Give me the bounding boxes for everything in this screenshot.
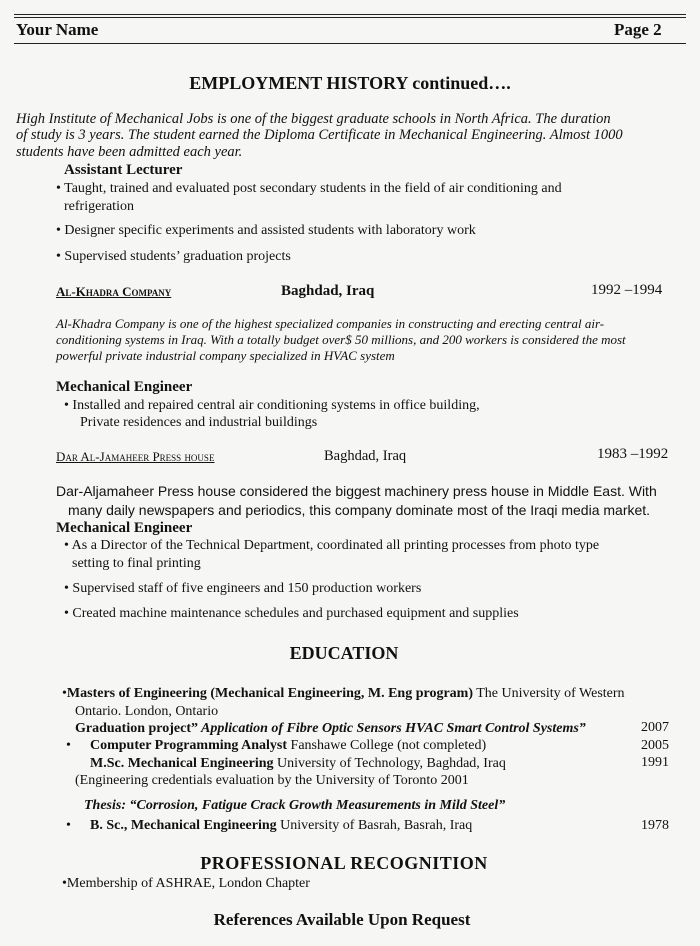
education-cpa-bullet: • — [66, 738, 71, 753]
grad-project-label: Graduation project” — [75, 721, 199, 736]
press-role: Mechanical Engineer — [56, 520, 193, 536]
institute-desc-line-1: High Institute of Mechanical Jobs is one of the biggest graduate schools in North Africa. The duration — [16, 111, 611, 127]
bsc-degree: B. Sc., Mechanical Engineering — [90, 818, 277, 833]
msc-degree: M.Sc. Mechanical Engineering — [90, 756, 274, 771]
alkhadra-dates: 1992 –1994 — [591, 282, 663, 298]
recognition-section-title: PROFESSIONAL RECOGNITION — [200, 853, 488, 873]
education-msc — [90, 756, 506, 772]
employment-section-title: EMPLOYMENT HISTORY continued…. — [189, 73, 511, 93]
top-rule — [14, 14, 686, 15]
education-section-title: EDUCATION — [289, 643, 399, 663]
press-company-name: Dar Al-Jamaheer Press house — [56, 449, 215, 464]
recognition-item: •Membership of ASHRAE, London Chapter — [62, 876, 310, 891]
press-bullet-2: • Supervised staff of five engineers and 150 production workers — [64, 581, 422, 596]
institute-bullet-1-cont: refrigeration — [64, 199, 134, 214]
msc-thesis: Thesis: “Corrosion, Fatigue Crack Growth Measurements in Mild Steel” — [84, 798, 506, 813]
education-bsc-bullet: • — [66, 818, 71, 833]
institute-bullet-3: • Supervised students’ graduation projects — [56, 249, 291, 264]
cpa-year: 2005 — [641, 738, 669, 753]
alkhadra-location: Baghdad, Iraq — [281, 283, 375, 299]
press-desc-line-2: many daily newspapers and periodics, this company dominate most of the Iraqi media market. — [68, 502, 651, 518]
alkhadra-bullet-1: • Installed and repaired central air conditioning systems in office building, — [64, 398, 480, 413]
msc-institution: University of Technology, Baghdad, Iraq — [273, 756, 506, 771]
header-name: Your Name — [16, 20, 99, 39]
grad-project-year: 2007 — [641, 720, 669, 735]
cpa-program: Computer Programming Analyst — [90, 738, 288, 753]
education-masters-line-1 — [62, 686, 625, 702]
institute-role: Assistant Lecturer — [64, 162, 183, 178]
header-bottom-rule — [14, 43, 686, 44]
institute-desc-line-2: of study is 3 years. The student earned the Diploma Certificate in Mechanical Engineering. Almost 1000 — [16, 127, 623, 143]
press-bullet-3: • Created machine maintenance schedules and purchased equipment and supplies — [64, 606, 519, 621]
bsc-year: 1978 — [641, 818, 669, 833]
alkhadra-company-name: Al-Khadra Company — [56, 284, 172, 299]
alkhadra-desc-line-1: Al-Khadra Company is one of the highest specialized companies in constructing and erecting central air- — [56, 316, 605, 331]
msc-year: 1991 — [641, 755, 669, 770]
alkhadra-role: Mechanical Engineer — [56, 379, 193, 395]
education-masters-line-2: Ontario. London, Ontario — [75, 704, 219, 719]
press-dates: 1983 –1992 — [597, 446, 669, 462]
masters-institution: The University of Western — [473, 686, 625, 701]
references-note: References Available Upon Request — [213, 910, 471, 929]
education-bsc — [90, 818, 472, 834]
bsc-institution: University of Basrah, Basrah, Iraq — [276, 818, 473, 833]
alkhadra-desc-line-2: conditioning systems in Iraq. With a totally budget over$ 50 millions, and 200 workers is considered the most — [56, 332, 626, 347]
cpa-institution: Fanshawe College (not completed) — [287, 738, 487, 753]
header-page-number: Page 2 — [614, 20, 662, 39]
institute-desc-line-3: students have been admitted each year. — [16, 144, 243, 160]
grad-project-title: Application of Fibre Optic Sensors HVAC Smart Control Systems” — [198, 721, 586, 736]
education-grad-project — [75, 721, 586, 737]
press-desc-line-1: Dar-Aljamaheer Press house considered the biggest machinery press house in Middle East. With — [56, 483, 657, 499]
press-location: Baghdad, Iraq — [324, 448, 407, 464]
institute-bullet-1: • Taught, trained and evaluated post secondary students in the field of air conditioning and — [56, 181, 562, 196]
press-bullet-1-cont: setting to final printing — [72, 556, 201, 571]
bullet: • — [62, 686, 67, 701]
alkhadra-desc-line-3: powerful private industrial company specialized in HVAC system — [56, 348, 395, 363]
msc-credentials-note: (Engineering credentials evaluation by the University of Toronto 2001 — [75, 773, 469, 788]
masters-degree: Masters of Engineering (Mechanical Engineering, M. Eng program) — [66, 686, 473, 701]
alkhadra-bullet-1-cont: Private residences and industrial buildings — [80, 415, 318, 430]
institute-bullet-2: • Designer specific experiments and assisted students with laboratory work — [56, 223, 476, 238]
press-bullet-1: • As a Director of the Technical Department, coordinated all printing processes from photo type — [64, 538, 600, 553]
education-cpa — [90, 738, 486, 754]
top-rule-2 — [14, 17, 686, 18]
